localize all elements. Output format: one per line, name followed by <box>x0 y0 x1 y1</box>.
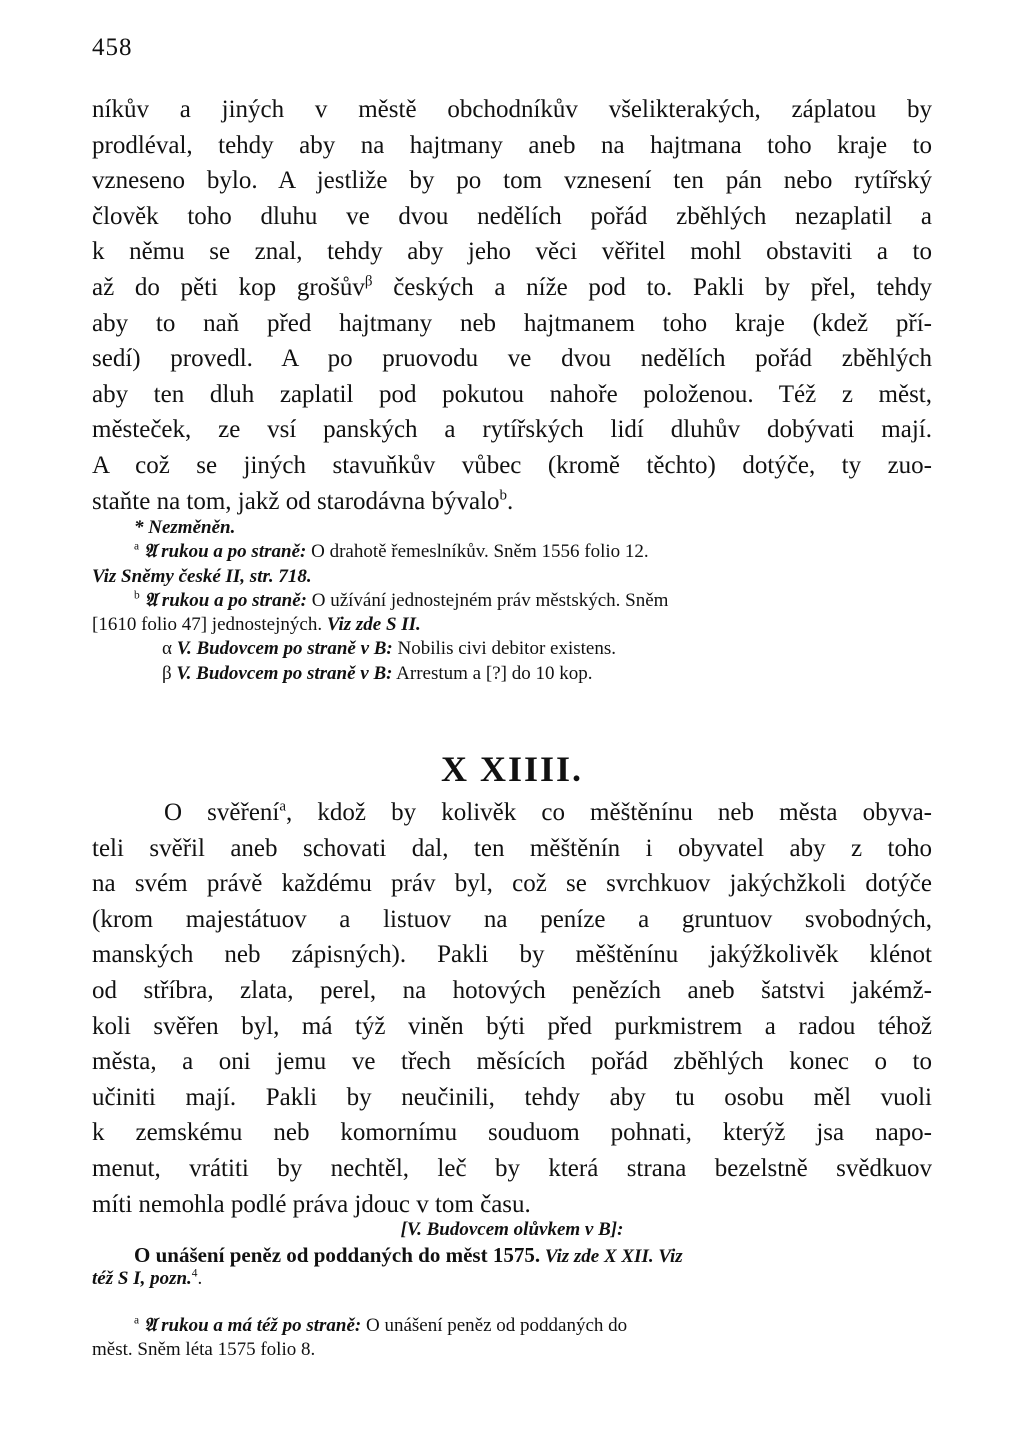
text-segment: staňte na tom, jakž od starodávna bývalo <box>92 487 500 515</box>
footnote-marker: β <box>162 662 172 684</box>
footnote-source: 𝔄 rukou a po straně: <box>144 589 307 611</box>
footnote-reference: Viz zde S II. <box>326 614 421 636</box>
note-bracket: [V. Budovcem olůvkem v B]: <box>400 1219 624 1240</box>
footnote-source: 𝔄 rukou a po straně: <box>143 541 307 563</box>
section-notes <box>92 1218 932 1363</box>
note-a-continuation: měst. Sněm léta 1575 folio 8. <box>92 1339 316 1360</box>
text-segment: až do pěti kop grošův <box>92 273 365 301</box>
footnote-text: O užívání jednostejném práv městských. Sněm <box>306 589 669 611</box>
section-paragraph <box>92 795 932 1222</box>
note-a <box>92 1314 932 1339</box>
footnote-marker: a <box>279 798 287 815</box>
footnote-text: O drahotě řemeslníkův. Sněm 1556 folio 12. <box>306 541 649 563</box>
text-line: manských neb zápisných). Pakli by měštěnínu jakýžkolivěk klénot <box>92 941 932 969</box>
text-line: člověk toho dluhu ve dvou nedělích pořád zběhlých nezaplatil a <box>92 202 932 230</box>
footnote-beta <box>92 662 932 686</box>
text-line <box>92 484 932 520</box>
text-line: k němu se znal, tehdy aby jeho věci věřitel mohl obstaviti a to <box>92 238 932 266</box>
text-line: města, a oni jemu ve třech měsících pořád zběhlých konec o to <box>92 1048 932 1076</box>
footnote-source: V. Budovcem po straně v B: <box>176 638 393 660</box>
note-source: 𝔄 rukou a má též po straně: <box>143 1314 362 1336</box>
note-reference: též S I, pozn. <box>92 1268 192 1289</box>
text-line: k zemskému neb komornímu souduom pohnati, kterýž jsa napo- <box>92 1119 932 1147</box>
footnote-b-continuation <box>92 613 932 637</box>
text-line: A což se jiných stavuňkův vůbec (kromě těchto) dotýče, ty zuo- <box>92 451 932 479</box>
note-heading-title: O unášení peněz od poddaných do měst 1575. <box>134 1242 541 1267</box>
spacer <box>92 1292 932 1314</box>
main-paragraph <box>92 92 932 519</box>
footnote-text: [1610 folio 47] jednostejných. <box>92 614 327 636</box>
footnote-marker: b <box>499 487 508 504</box>
note-text: . <box>197 1268 203 1289</box>
text-line: níkův a jiných v městě obchodníkův všelikterakých, záplatou by <box>92 96 932 123</box>
note-heading-reference: Viz zde X XII. Viz <box>540 1245 683 1267</box>
footnote-a-reference: Viz Sněmy české II, str. 718. <box>92 565 312 587</box>
footnote-marker: 4 <box>191 1267 198 1280</box>
text-segment: , kdož by kolivěk co měštěnínu neb města obyva- <box>286 799 932 826</box>
footnote-b <box>92 589 932 613</box>
text-line: koli svěřen byl, má týž viněn býti před purkmistrem a radou téhož <box>92 1012 932 1040</box>
text-line: na svém právě každému práv byl, což se svrchkuov jakýchžkoli dotýče <box>92 870 932 898</box>
text-line: městeček, ze vsí panských a rytířských lidí dluhův dobývati mají. <box>92 416 932 444</box>
footnote-marker: a <box>134 1314 140 1327</box>
text-line: učiniti mají. Pakli by neučinili, tehdy aby tu osobu měl vuoli <box>92 1083 932 1111</box>
footnote-alpha <box>92 637 932 661</box>
footnote-star: * Nezměněn. <box>134 517 236 538</box>
text-line: aby ten dluh zaplatil pod pokutou nahoře položenou. Též z měst, <box>92 380 932 408</box>
footnote-text: Arrestum a [?] do 10 kop. <box>392 662 593 684</box>
text-line: míti nemohla podlé práva jdouc v tom času. <box>92 1190 531 1218</box>
text-line: vzneseno bylo. A jestliže by po tom vznesení ten pán nebo rytířský <box>92 167 932 195</box>
text-line <box>92 795 932 831</box>
page-number: 458 <box>92 34 133 61</box>
text-segment: O svěření <box>164 799 280 826</box>
section-title: X XIIII. <box>440 749 584 789</box>
text-line: od stříbra, zlata, perel, na hotových penězích aneb šatstvi jakémž- <box>92 976 932 1004</box>
text-line: aby to naň před hajtmany neb hajtmanem toho kraje (kdež pří- <box>92 309 932 337</box>
footnotes <box>92 516 932 686</box>
text-line: teli svěřil aneb schovati dal, ten měštěnín i obyvatel aby z toho <box>92 834 932 862</box>
note-text: O unášení peněz od poddaných do <box>361 1314 628 1336</box>
text-line: sedí) provedl. A po pruovodu ve dvou nedělích pořád zběhlých <box>92 345 932 373</box>
footnote-a <box>92 540 932 564</box>
text-line: prodléval, tehdy aby na hajtmany aneb na hajtmana toho kraje to <box>92 131 932 159</box>
footnote-source: V. Budovcem po straně v B: <box>176 662 393 684</box>
text-segment: českých a níže pod to. Pakli by přel, tehdy <box>372 273 933 301</box>
text-segment: . <box>507 487 514 515</box>
text-line: (krom majestátuov a listuov na peníze a gruntuov svobodných, <box>92 905 932 933</box>
text-line: menut, vrátiti by nechtěl, leč by která strana bezelstně svědkuov <box>92 1154 932 1182</box>
note-heading <box>92 1243 932 1268</box>
footnote-text: Nobilis civi debitor existens. <box>392 638 616 660</box>
note-heading-continuation <box>92 1267 932 1292</box>
text-line <box>92 270 932 306</box>
footnote-marker: β <box>364 273 373 290</box>
footnote-marker: b <box>134 589 140 602</box>
footnote-marker: a <box>134 540 140 553</box>
footnote-marker: α <box>162 638 172 660</box>
